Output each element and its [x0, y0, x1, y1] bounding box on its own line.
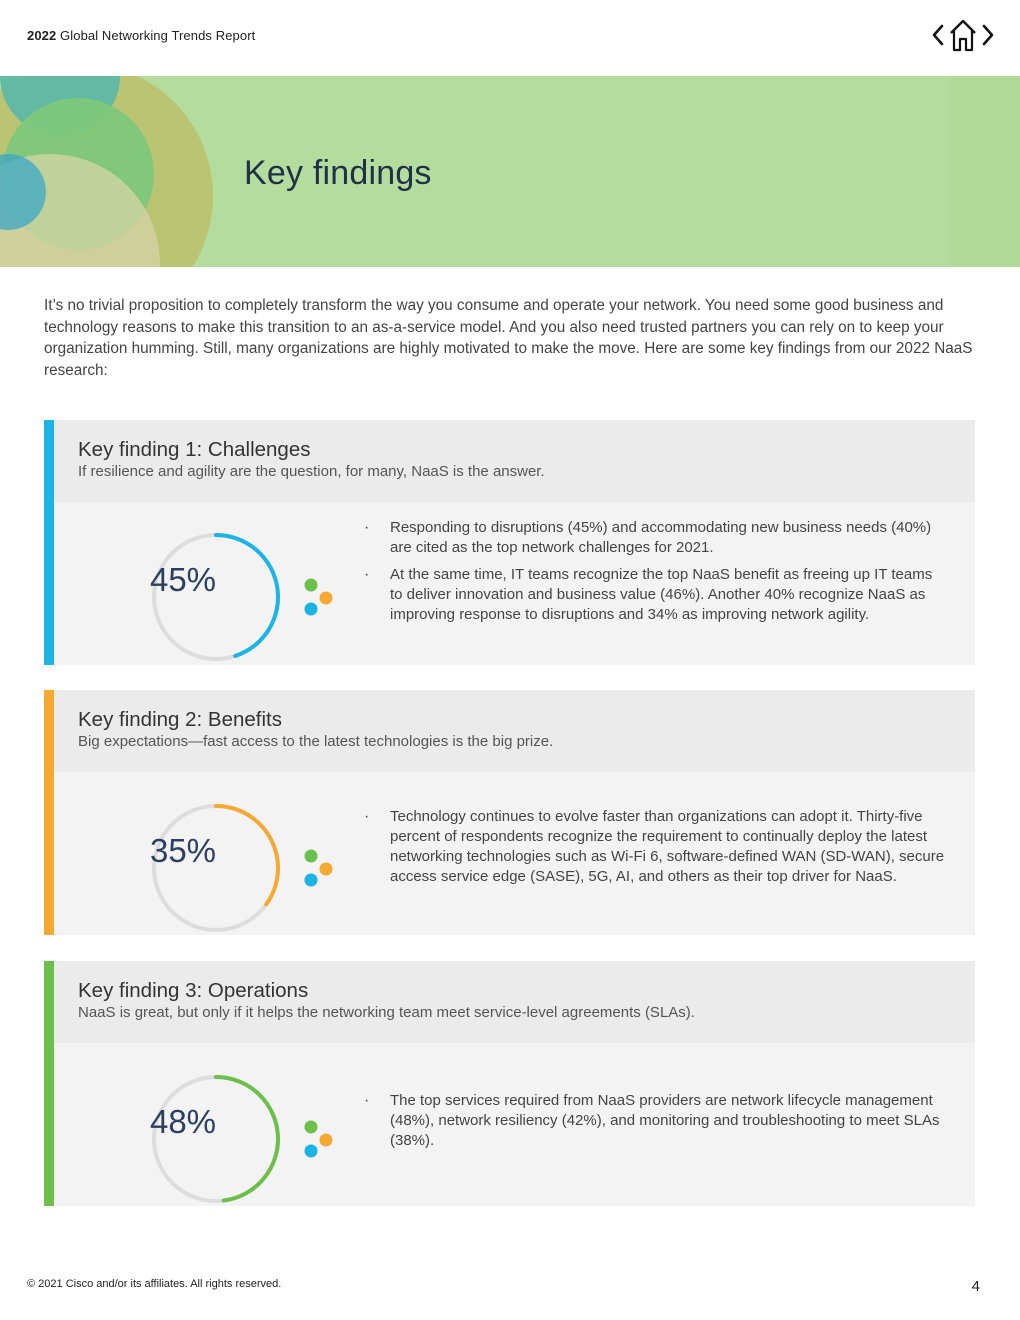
- card-title: Key finding 2: Benefits: [78, 708, 282, 731]
- top-bar: [0, 0, 1020, 76]
- bullet-item: · Responding to disruptions (45%) and accommodating new business needs (40%) are cited as the top network challenges for 2021.: [364, 518, 945, 558]
- hero-banner: [0, 76, 1020, 267]
- decorative-dot: [320, 863, 333, 876]
- report-title: [27, 28, 255, 43]
- decorative-dot: [320, 592, 333, 605]
- decorative-dot: [305, 874, 318, 887]
- card-title: Key finding 1: Challenges: [78, 438, 311, 461]
- card-subtitle: Big expectations—fast access to the latest technologies is the big prize.: [78, 733, 554, 750]
- accent-bar: [44, 961, 54, 1206]
- card-subtitle: NaaS is great, but only if it helps the networking team meet service-level agreements (SLAs).: [78, 1004, 695, 1021]
- intro-paragraph: It’s no trivial proposition to completely transform the way you consume and operate your network. You need some good business and technology reasons to make this transition to an as-a-service model. And you also need trusted partners you can rely on to keep your organization humming. Still, many organizations are highly motivated to make the move. Here are some key findings from our 2022 NaaS research:: [44, 297, 973, 380]
- chevron-right-icon[interactable]: [980, 21, 996, 49]
- key-finding-card-3: [44, 961, 975, 1206]
- stat-block: [98, 1057, 368, 1221]
- stat-block: [98, 515, 368, 679]
- decorative-dot: [305, 850, 318, 863]
- accent-bar: [44, 420, 54, 665]
- page-title: Key findings: [244, 154, 432, 192]
- hero-edge: [948, 76, 1020, 267]
- stat-percent: 48%: [149, 1103, 217, 1140]
- decorative-dot: [305, 579, 318, 592]
- card-title: Key finding 3: Operations: [78, 979, 309, 1002]
- decorative-dot: [305, 1145, 318, 1158]
- bullet-item: · At the same time, IT teams recognize the top NaaS benefit as freeing up IT teams to deliver innovation and business value (46%). Another 40% recognize NaaS as improving response to disruptions and 34% as improving network agility.: [364, 565, 945, 625]
- page-navigation: [930, 18, 996, 52]
- decorative-dot: [320, 1134, 333, 1147]
- bullet-list: [364, 807, 945, 894]
- bullet-list: [364, 518, 945, 632]
- bullet-item: · The top services required from NaaS providers are network lifecycle management (48%), network resiliency (42%), and monitoring and troubleshooting to meet SLAs (38%).: [364, 1091, 945, 1151]
- accent-bar: [44, 690, 54, 935]
- decorative-dot: [305, 603, 318, 616]
- card-header: [54, 690, 975, 772]
- chevron-left-icon[interactable]: [930, 21, 946, 49]
- decorative-dot: [305, 1121, 318, 1134]
- bullet-item: · Technology continues to evolve faster than organizations can adopt it. Thirty-five percent of respondents recognize the requirement to continually deploy the latest networking technologies such as Wi-Fi 6, software-defined WAN (SD-WAN), secure access service edge (SASE), 5G, AI, and others as their top driver for NaaS.: [364, 807, 945, 887]
- stat-block: [98, 786, 368, 950]
- bullet-list: [364, 1091, 945, 1158]
- card-header: [54, 420, 975, 502]
- page-number: 4: [971, 1278, 980, 1295]
- key-finding-card-1: [44, 420, 975, 665]
- report-name: Global Networking Trends Report: [60, 28, 256, 43]
- stat-percent: 45%: [149, 561, 217, 598]
- copyright: © 2021 Cisco and/or its affiliates. All rights reserved.: [27, 1278, 282, 1290]
- report-year: 2022: [27, 28, 57, 43]
- decorative-circles: [0, 76, 240, 267]
- stat-percent: 35%: [149, 832, 217, 869]
- card-header: [54, 961, 975, 1043]
- card-subtitle: If resilience and agility are the question, for many, NaaS is the answer.: [78, 463, 545, 480]
- home-icon[interactable]: [948, 18, 978, 52]
- key-finding-card-2: [44, 690, 975, 935]
